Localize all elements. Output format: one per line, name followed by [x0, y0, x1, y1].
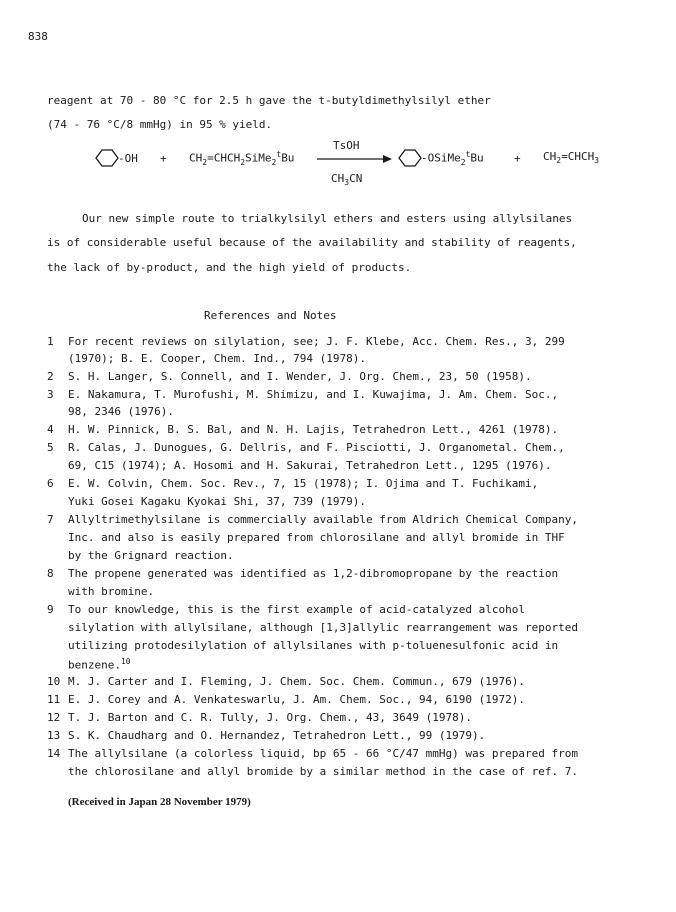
ref-line: To our knowledge, this is the first example of acid-catalyzed alcohol [68, 603, 525, 616]
catalyst-label: TsOH [333, 139, 360, 152]
received-note: (Received in Japan 28 November 1979) [68, 796, 251, 808]
ref-line: S. H. Langer, S. Connell, and I. Wender, J. Org. Chem., 23, 50 (1958). [68, 370, 532, 383]
ref-superscript: 10 [120, 657, 131, 666]
product2-propene: $CH_2=CHCH_3$ [543, 150, 600, 166]
ref-line: 69, C15 (1974); A. Hosomi and H. Sakurai, Tetrahedron Lett., 1295 (1976). [68, 459, 552, 472]
ref-line: T. J. Barton and C. R. Tully, J. Org. Chem., 43, 3649 (1978). [68, 711, 472, 724]
ref-line: For recent reviews on silylation, see; J. F. Klebe, Acc. Chem. Res., 3, 299 [68, 335, 565, 348]
paragraph-line-3: the lack of by-product, and the high yield of products. [47, 261, 412, 274]
ref-number: 11 [47, 693, 61, 706]
ref-number: 8 [47, 567, 54, 580]
ref-line: R. Calas, J. Dunogues, G. Dellris, and F. Pisciotti, J. Organometal. Chem., [68, 441, 565, 454]
paragraph-line-2: is of considerable useful because of the availability and stability of reagents, [47, 236, 577, 249]
reactant1-label: -OH [118, 152, 138, 165]
ref-line: E. J. Corey and A. Venkateswarlu, J. Am. Chem. Soc., 94, 6190 (1972). [68, 693, 525, 706]
ref-number: 7 [47, 513, 54, 526]
ref-line-with-superscript: benzene.$^{10}$ [68, 657, 131, 672]
ref-line: by the Grignard reaction. [68, 549, 234, 562]
ref-line: M. J. Carter and I. Fleming, J. Chem. Soc. Chem. Commun., 679 (1976). [68, 675, 525, 688]
ref-number: 1 [47, 335, 54, 348]
ref-line: H. W. Pinnick, B. S. Bal, and N. H. Lajis, Tetrahedron Lett., 4261 (1978). [68, 423, 559, 436]
ref-line: The propene generated was identified as 1,2-dibromopropane by the reaction [68, 567, 559, 580]
ref-number: 9 [47, 603, 54, 616]
ref-line: (1970); B. E. Cooper, Chem. Ind., 794 (1978). [68, 352, 367, 365]
ref-number: 5 [47, 441, 54, 454]
ref-line: E. Nakamura, T. Murofushi, M. Shimizu, and I. Kuwajima, J. Am. Chem. Soc., [68, 388, 559, 401]
reaction-arrow-icon [317, 153, 393, 165]
ref-line: utilizing protodesilylation of allylsilanes with p-toluenesulfonic acid in [68, 639, 559, 652]
ref-number: 13 [47, 729, 61, 742]
plus-sign: + [160, 152, 167, 165]
page-number: 838 [28, 30, 48, 43]
ref-line: Yuki Gosei Kagaku Kyokai Shi, 37, 739 (1979). [68, 495, 367, 508]
ref-line: with bromine. [68, 585, 155, 598]
intro-line-2: (74 - 76 °C/8 mmHg) in 95 % yield. [47, 118, 273, 131]
intro-line-1: reagent at 70 - 80 °C for 2.5 h gave the t-butyldimethylsilyl ether [47, 94, 491, 107]
product1-label: -OSiMe$_2^t$Bu [421, 150, 484, 167]
ref-number: 3 [47, 388, 54, 401]
ref-line: Inc. and also is easily prepared from chlorosilane and allyl bromide in THF [68, 531, 565, 544]
ref-line: The allylsilane (a colorless liquid, bp 65 - 66 °C/47 mmHg) was prepared from [68, 747, 578, 760]
ref-number: 12 [47, 711, 61, 724]
ref-line: the chlorosilane and allyl bromide by a similar method in the case of ref. 7. [68, 765, 578, 778]
paragraph-line-1: Our new simple route to trialkylsilyl ethers and esters using allylsilanes [82, 212, 573, 225]
ref-number: 10 [47, 675, 61, 688]
reactant2-allylsilane: $CH_2=CHCH_2SiMe_2^tBu$ [189, 150, 295, 167]
ref-number: 6 [47, 477, 54, 490]
ref-line: Allyltrimethylsilane is commercially available from Aldrich Chemical Company, [68, 513, 578, 526]
ref-number: 2 [47, 370, 54, 383]
references-heading: References and Notes [204, 309, 337, 322]
ref-number: 14 [47, 747, 61, 760]
ref-line: S. K. Chaudharg and O. Hernandez, Tetrahedron Lett., 99 (1979). [68, 729, 486, 742]
plus-sign-2: + [514, 152, 521, 165]
ref-line: silylation with allylsilane, although [1,3]allylic rearrangement was reported [68, 621, 578, 634]
ref-line: 98, 2346 (1976). [68, 405, 174, 418]
ref-number: 4 [47, 423, 54, 436]
solvent-label: $CH_3CN$ [331, 172, 363, 188]
ref-line: E. W. Colvin, Chem. Soc. Rev., 7, 15 (1978); I. Ojima and T. Fuchikami, [68, 477, 539, 490]
